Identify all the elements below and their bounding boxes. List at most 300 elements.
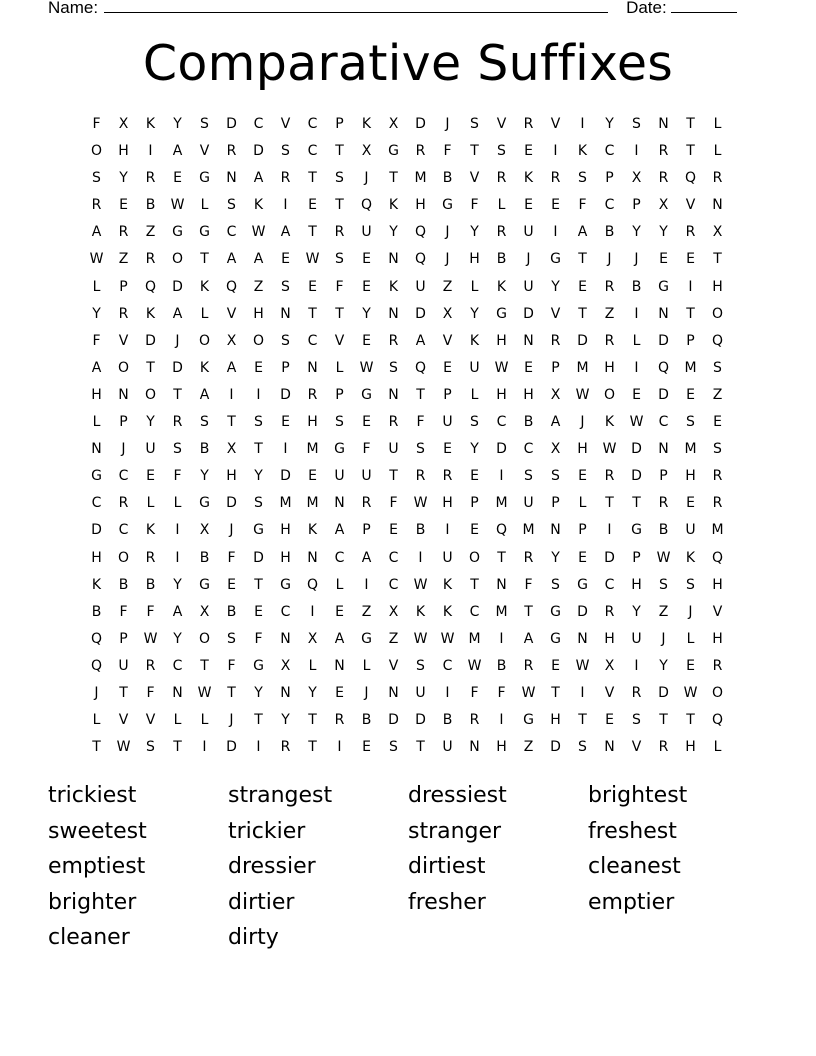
grid-cell: C <box>388 549 399 566</box>
grid-cell: M <box>576 359 589 376</box>
grid-cell: A <box>280 224 291 241</box>
grid-cell: Y <box>200 468 209 485</box>
grid-cell: S <box>200 414 209 431</box>
grid-cell: M <box>306 441 319 458</box>
date-field[interactable] <box>671 0 737 13</box>
grid-cell: B <box>658 522 669 539</box>
grid-cell: T <box>119 684 128 701</box>
grid-cell: P <box>470 495 479 512</box>
grid-cell: N <box>334 657 345 674</box>
grid-cell: R <box>550 170 561 187</box>
grid-cell: N <box>658 116 669 132</box>
grid-cell: A <box>523 630 534 647</box>
grid-cell: E <box>362 278 371 295</box>
grid-cell: V <box>442 332 453 349</box>
grid-cell: G <box>550 603 561 620</box>
grid-cell: W <box>683 684 698 701</box>
page-title: Comparative Suffixes <box>142 35 674 92</box>
grid-cell: U <box>631 630 642 647</box>
grid-cell: V <box>631 739 642 756</box>
grid-cell: T <box>659 712 668 729</box>
grid-cell: N <box>658 305 669 322</box>
grid-cell: I <box>580 116 585 132</box>
grid-cell: V <box>469 170 480 187</box>
word-list-item: brighter <box>48 889 137 915</box>
grid-cell: H <box>577 441 588 458</box>
grid-cell: E <box>632 386 641 403</box>
grid-cell: Z <box>118 251 129 268</box>
grid-cell: O <box>711 684 724 701</box>
word-list-item: dirtier <box>228 889 295 915</box>
grid-cell: R <box>712 657 723 674</box>
grid-cell: C <box>658 414 669 431</box>
grid-cell: A <box>172 305 183 322</box>
word-list-item: fresher <box>408 889 486 915</box>
grid-cell: N <box>388 684 399 701</box>
grid-cell: H <box>685 468 696 485</box>
grid-cell: B <box>226 603 237 620</box>
grid-cell: M <box>306 495 319 512</box>
grid-cell: D <box>253 549 264 566</box>
grid-cell: M <box>684 441 697 458</box>
grid-cell: V <box>712 603 723 620</box>
grid-cell: D <box>658 684 669 701</box>
grid-cell: M <box>522 522 535 539</box>
grid-cell: K <box>685 549 696 566</box>
word-list-item: emptier <box>588 889 675 915</box>
grid-cell: Y <box>254 684 263 701</box>
grid-cell: F <box>524 576 533 593</box>
grid-cell: E <box>254 359 263 376</box>
grid-cell: D <box>226 116 237 132</box>
grid-cell: I <box>580 684 585 701</box>
grid-cell: F <box>389 495 398 512</box>
grid-cell: T <box>470 576 479 593</box>
grid-cell: H <box>469 251 480 268</box>
grid-cell: W <box>467 657 482 674</box>
grid-cell: Y <box>605 116 614 132</box>
grid-cell: J <box>661 630 666 647</box>
grid-cell: I <box>256 386 261 403</box>
grid-cell: C <box>334 549 345 566</box>
grid-cell: V <box>550 305 561 322</box>
grid-cell: I <box>499 468 504 485</box>
grid-cell: C <box>523 441 534 458</box>
grid-cell: F <box>578 197 587 214</box>
grid-cell: R <box>523 549 534 566</box>
grid-cell: D <box>415 305 426 322</box>
grid-cell: W <box>656 549 671 566</box>
grid-cell: E <box>146 468 155 485</box>
grid-cell: L <box>146 495 155 512</box>
grid-cell: K <box>388 278 399 295</box>
grid-cell: S <box>227 197 236 214</box>
grid-cell: J <box>580 414 585 431</box>
grid-cell: S <box>470 414 479 431</box>
grid-cell: W <box>305 251 320 268</box>
grid-cell: V <box>145 712 156 729</box>
grid-cell: I <box>634 657 639 674</box>
grid-cell: F <box>470 684 479 701</box>
grid-cell: E <box>254 603 263 620</box>
grid-cell: E <box>281 251 290 268</box>
grid-cell: S <box>389 359 398 376</box>
grid-cell: N <box>307 549 318 566</box>
grid-cell: G <box>577 576 588 593</box>
grid-cell: E <box>524 359 533 376</box>
grid-cell: S <box>173 441 182 458</box>
grid-cell: R <box>280 170 291 187</box>
grid-cell: Q <box>684 170 697 187</box>
grid-cell: R <box>361 495 372 512</box>
grid-cell: V <box>334 332 345 349</box>
grid-cell: D <box>226 495 237 512</box>
grid-cell: H <box>550 712 561 729</box>
grid-cell: R <box>307 386 318 403</box>
grid-cell: U <box>442 739 453 756</box>
grid-cell: L <box>632 332 641 349</box>
grid-cell: C <box>469 603 480 620</box>
grid-cell: C <box>172 657 183 674</box>
grid-cell: K <box>199 278 210 295</box>
grid-cell: S <box>578 739 587 756</box>
grid-cell: S <box>92 170 101 187</box>
grid-cell: D <box>631 468 642 485</box>
grid-cell: O <box>198 630 211 647</box>
grid-cell: C <box>307 143 318 160</box>
grid-cell: X <box>280 657 291 674</box>
grid-cell: H <box>226 468 237 485</box>
grid-cell: A <box>550 414 561 431</box>
grid-cell: E <box>659 251 668 268</box>
grid-cell: J <box>526 251 531 268</box>
grid-cell: X <box>361 143 372 160</box>
grid-cell: S <box>497 143 506 160</box>
grid-cell: Y <box>632 224 641 241</box>
grid-cell: Q <box>90 657 103 674</box>
grid-cell: Q <box>711 712 724 729</box>
grid-cell: F <box>335 278 344 295</box>
grid-cell: I <box>256 739 261 756</box>
grid-cell: R <box>712 468 723 485</box>
letter-grid <box>83 111 731 761</box>
grid-cell: Y <box>470 305 479 322</box>
grid-cell: R <box>118 495 129 512</box>
grid-cell: S <box>470 116 479 132</box>
grid-cell: U <box>361 224 372 241</box>
word-list <box>48 778 768 956</box>
grid-cell: K <box>523 170 534 187</box>
grid-cell: V <box>118 332 129 349</box>
grid-cell: R <box>388 332 399 349</box>
grid-cell: W <box>413 630 428 647</box>
grid-cell: P <box>551 359 560 376</box>
word-list-item: freshest <box>588 818 677 844</box>
grid-cell: S <box>281 143 290 160</box>
grid-cell: H <box>253 305 264 322</box>
grid-cell: Q <box>360 197 373 214</box>
grid-cell: G <box>361 630 372 647</box>
grid-cell: T <box>308 224 317 241</box>
grid-cell: G <box>199 224 210 241</box>
grid-cell: D <box>253 143 264 160</box>
grid-cell: Z <box>523 739 534 756</box>
grid-cell: E <box>335 684 344 701</box>
grid-cell: O <box>171 251 184 268</box>
grid-cell: N <box>658 441 669 458</box>
grid-cell: K <box>253 197 264 214</box>
grid-cell: F <box>227 549 236 566</box>
grid-cell: I <box>283 441 288 458</box>
grid-cell: S <box>632 116 641 132</box>
grid-cell: P <box>281 359 290 376</box>
grid-cell: S <box>281 332 290 349</box>
grid-cell: A <box>334 522 345 539</box>
grid-cell: K <box>442 576 453 593</box>
word-list-item: trickier <box>228 818 306 844</box>
grid-cell: W <box>629 414 644 431</box>
grid-cell: T <box>227 414 236 431</box>
grid-cell: E <box>308 197 317 214</box>
grid-cell: P <box>551 495 560 512</box>
grid-cell: T <box>686 143 695 160</box>
grid-cell: N <box>280 684 291 701</box>
grid-cell: T <box>416 386 425 403</box>
grid-cell: B <box>631 278 642 295</box>
grid-cell: C <box>388 576 399 593</box>
grid-cell: C <box>253 116 264 132</box>
grid-cell: I <box>553 224 558 241</box>
grid-cell: T <box>335 143 344 160</box>
grid-cell: T <box>146 359 155 376</box>
grid-cell: W <box>494 359 509 376</box>
grid-cell: S <box>578 170 587 187</box>
grid-cell: B <box>118 576 129 593</box>
grid-cell: Q <box>306 576 319 593</box>
grid-cell: E <box>443 441 452 458</box>
grid-cell: K <box>361 116 372 132</box>
grid-cell: N <box>577 630 588 647</box>
grid-cell: R <box>145 170 156 187</box>
grid-cell: Y <box>173 576 182 593</box>
grid-cell: J <box>445 251 450 268</box>
grid-cell: I <box>229 386 234 403</box>
grid-cell: A <box>253 170 264 187</box>
grid-cell: P <box>686 332 695 349</box>
grid-cell: Y <box>659 224 668 241</box>
grid-cell: W <box>143 630 158 647</box>
grid-cell: Y <box>146 414 155 431</box>
grid-cell: W <box>575 386 590 403</box>
grid-cell: C <box>91 495 102 512</box>
grid-cell: I <box>445 522 450 539</box>
grid-cell: F <box>173 468 182 485</box>
grid-cell: Y <box>470 441 479 458</box>
grid-cell: J <box>175 332 180 349</box>
grid-cell: B <box>604 224 615 241</box>
grid-cell: S <box>686 576 695 593</box>
grid-cell: Y <box>173 630 182 647</box>
grid-cell: C <box>118 468 129 485</box>
grid-cell: Q <box>711 549 724 566</box>
grid-cell: C <box>604 143 615 160</box>
grid-cell: W <box>170 197 185 214</box>
grid-cell: Q <box>414 224 427 241</box>
grid-cell: G <box>280 576 291 593</box>
grid-cell: Q <box>657 359 670 376</box>
grid-cell: A <box>253 251 264 268</box>
grid-cell: J <box>634 251 639 268</box>
grid-cell: B <box>415 522 426 539</box>
date-label: Date: <box>626 0 667 17</box>
word-list-item: trickiest <box>48 783 137 808</box>
grid-cell: U <box>361 468 372 485</box>
grid-cell: R <box>604 278 615 295</box>
grid-cell: S <box>686 414 695 431</box>
grid-cell: I <box>337 739 342 756</box>
grid-cell: N <box>712 197 723 214</box>
grid-cell: D <box>226 739 237 756</box>
grid-cell: K <box>145 116 156 132</box>
grid-cell: I <box>634 359 639 376</box>
grid-cell: Y <box>92 305 101 322</box>
grid-cell: R <box>415 468 426 485</box>
grid-cell: M <box>495 495 508 512</box>
grid-cell: D <box>172 278 183 295</box>
grid-cell: T <box>173 739 182 756</box>
grid-cell: Q <box>414 359 427 376</box>
grid-cell: R <box>658 143 669 160</box>
grid-cell: I <box>634 143 639 160</box>
grid-cell: G <box>523 712 534 729</box>
grid-cell: M <box>711 522 724 539</box>
grid-cell: J <box>364 170 369 187</box>
word-list-item: emptiest <box>48 854 146 879</box>
grid-cell: M <box>468 630 481 647</box>
grid-cell: G <box>388 143 399 160</box>
grid-cell: D <box>631 441 642 458</box>
word-list-item: stranger <box>408 818 502 844</box>
grid-cell: N <box>307 359 318 376</box>
grid-cell: H <box>91 549 102 566</box>
grid-cell: S <box>632 712 641 729</box>
grid-cell: X <box>118 116 129 132</box>
word-list-item: dressier <box>228 854 316 879</box>
grid-cell: X <box>226 332 237 349</box>
grid-cell: L <box>308 657 317 674</box>
grid-cell: O <box>603 386 616 403</box>
grid-cell: H <box>712 576 723 593</box>
grid-cell: Z <box>253 278 264 295</box>
name-field[interactable] <box>104 0 608 13</box>
grid-cell: E <box>578 468 587 485</box>
grid-cell: I <box>418 549 423 566</box>
grid-cell: T <box>308 739 317 756</box>
grid-cell: L <box>335 359 344 376</box>
grid-cell: Z <box>442 278 453 295</box>
grid-cell: K <box>415 603 426 620</box>
grid-cell: J <box>445 224 450 241</box>
grid-cell: H <box>496 332 507 349</box>
grid-cell: B <box>523 414 534 431</box>
grid-cell: U <box>442 414 453 431</box>
grid-cell: D <box>388 712 399 729</box>
grid-cell: A <box>172 603 183 620</box>
grid-cell: R <box>496 224 507 241</box>
grid-cell: P <box>119 278 128 295</box>
grid-cell: H <box>496 739 507 756</box>
grid-cell: E <box>686 495 695 512</box>
grid-cell: I <box>310 603 315 620</box>
grid-cell: N <box>388 305 399 322</box>
grid-cell: Q <box>144 278 157 295</box>
grid-cell: S <box>254 414 263 431</box>
grid-cell: N <box>388 386 399 403</box>
grid-cell: H <box>280 549 291 566</box>
grid-cell: T <box>470 143 479 160</box>
grid-cell: Z <box>388 630 399 647</box>
name-label: Name: <box>48 0 99 17</box>
grid-cell: M <box>495 603 508 620</box>
grid-cell: G <box>172 224 183 241</box>
grid-cell: W <box>440 630 455 647</box>
grid-cell: N <box>604 739 615 756</box>
grid-cell: U <box>415 278 426 295</box>
grid-cell: O <box>117 549 130 566</box>
grid-cell: E <box>470 522 479 539</box>
grid-cell: K <box>199 359 210 376</box>
grid-cell: H <box>631 576 642 593</box>
word-list-item: dirtiest <box>408 854 486 879</box>
grid-cell: R <box>91 197 102 214</box>
grid-cell: H <box>307 414 318 431</box>
grid-cell: F <box>470 197 479 214</box>
grid-cell: I <box>688 278 693 295</box>
grid-cell: X <box>226 441 237 458</box>
grid-cell: N <box>523 332 534 349</box>
grid-cell: K <box>388 197 399 214</box>
grid-cell: B <box>442 712 453 729</box>
grid-cell: E <box>362 414 371 431</box>
grid-cell: O <box>468 549 481 566</box>
grid-cell: G <box>550 251 561 268</box>
grid-cell: H <box>604 359 615 376</box>
grid-cell: C <box>442 657 453 674</box>
grid-cell: T <box>524 603 533 620</box>
grid-cell: N <box>496 576 507 593</box>
grid-cell: W <box>413 576 428 593</box>
grid-cell: J <box>445 116 450 132</box>
grid-cell: P <box>443 386 452 403</box>
grid-cell: I <box>148 143 153 160</box>
grid-cell: R <box>172 414 183 431</box>
grid-cell: I <box>175 522 180 539</box>
grid-cell: T <box>578 712 587 729</box>
grid-cell: E <box>308 468 317 485</box>
grid-cell: X <box>388 116 399 132</box>
grid-cell: O <box>90 143 103 160</box>
grid-cell: F <box>92 332 101 349</box>
grid-cell: T <box>92 739 101 756</box>
grid-cell: D <box>172 359 183 376</box>
grid-cell: I <box>175 549 180 566</box>
grid-cell: J <box>607 251 612 268</box>
grid-cell: D <box>577 332 588 349</box>
grid-cell: Z <box>145 224 156 241</box>
grid-cell: L <box>578 495 587 512</box>
grid-cell: R <box>388 414 399 431</box>
grid-cell: T <box>713 251 722 268</box>
